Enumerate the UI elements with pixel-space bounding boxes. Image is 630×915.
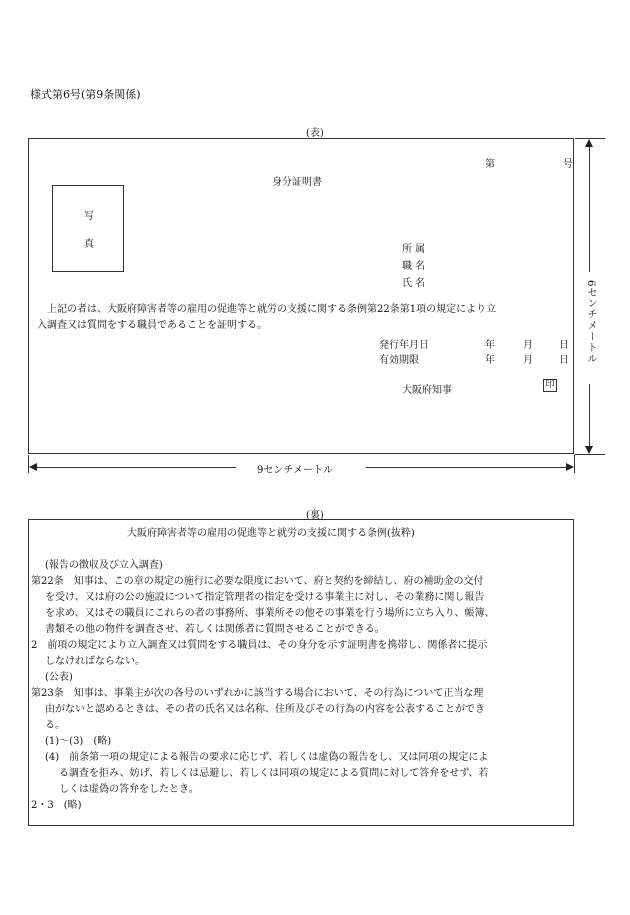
issue-month: 月 <box>523 340 533 351</box>
expiry-month: 月 <box>523 355 533 366</box>
official-seal-mark: 印 <box>543 379 557 392</box>
card-title: 身分証明書 <box>272 177 322 188</box>
card-number-suffix: 号 <box>563 159 573 170</box>
field-name: 氏 名 <box>402 278 426 289</box>
article-23-item-4-line: る調査を拒み、妨げ、若しくは忌避し、若しくは同項の規定による質問に対して答弁をせず、若 <box>59 768 489 779</box>
ordinance-excerpt <box>31 558 571 814</box>
field-affiliation: 所 属 <box>402 244 426 255</box>
arrow-up-icon <box>585 139 593 147</box>
article-22-line: を受け、又は府の公の施設について指定管理者の指定を受ける事業主に対し、その業務に関し報告 <box>45 592 485 603</box>
photo-char-2: 真 <box>84 239 94 250</box>
article-23-item-4-line: しくは虚偽の答弁をしたとき。 <box>59 784 199 795</box>
ordinance-title: 大阪府障害者等の雇用の促進等と就労の支援に関する条例(抜粋) <box>127 528 415 539</box>
dimension-extension-line <box>574 455 575 473</box>
back-label: (裏) <box>306 510 324 521</box>
photo-box <box>52 185 124 272</box>
article-23-items: (1)～(3) (略) <box>45 736 112 747</box>
width-dimension-line <box>366 467 567 468</box>
section-heading: (公表) <box>45 672 73 683</box>
photo-char-1: 写 <box>84 211 94 222</box>
height-dimension-label: 6センチメートル <box>585 280 596 365</box>
height-dimension-line <box>589 384 590 446</box>
arrow-right-icon <box>566 463 574 471</box>
card-number-label: 第 <box>485 159 495 170</box>
article-23-line: 第23条 知事は、事業主が次の各号のいずれかに該当する場合において、その行為について正当な理 <box>31 688 484 699</box>
issue-year: 年 <box>485 340 495 351</box>
article-22-para2-line: しなければならない。 <box>45 656 145 667</box>
section-heading: (報告の徴収及び立入調査) <box>45 560 163 571</box>
article-22-line: 第22条 知事は、この章の規定の施行に必要な限度において、府と契約を締結し、府の補助金の交付 <box>31 576 484 587</box>
expiry-label: 有効期限 <box>379 355 419 366</box>
arrow-down-icon <box>585 446 593 454</box>
expiry-day: 日 <box>559 355 569 366</box>
height-dimension-line <box>589 147 590 272</box>
form-number: 様式第6号(第9条関係) <box>30 88 141 101</box>
width-dimension-line <box>36 467 236 468</box>
article-22-line: 書類その他の物件を調査させ、若しくは関係者に質問させることができる。 <box>45 624 385 635</box>
expiry-year: 年 <box>485 355 495 366</box>
id-card-back <box>28 519 574 826</box>
article-23-item-4-line: (4) 前条第一項の規定による報告の要求に応じず、若しくは虚偽の報告をし、又は同項の規定によ <box>45 752 489 763</box>
id-card-front <box>28 138 574 454</box>
article-22-line: を求め、又はその職員にこれらの者の事務所、事業所その他その事業を行う場所に立ち入り、帳簿、 <box>45 608 495 619</box>
width-dimension-label: 9センチメートル <box>257 465 333 476</box>
article-23-line: る。 <box>45 720 65 731</box>
article-23-line: 由がないと認めるときは、その者の氏名又は名称、住所及びその行為の内容を公表することができ <box>45 704 485 715</box>
front-label: (表) <box>306 128 324 139</box>
dimension-extension-line <box>575 454 605 455</box>
article-22-para2-line: 2 前項の規定により立入調査又は質問をする職員は、その身分を示す証明書を携帯し、関係者に提示 <box>31 640 488 651</box>
field-position: 職 名 <box>402 261 426 272</box>
certificate-statement: 上記の者は、大阪府障害者等の雇用の促進等と就労の支援に関する条例第22条第1項の規定により立 入調査又は質問をする職員であることを証明する。 <box>37 304 497 331</box>
governor-label: 大阪府知事 <box>402 385 452 396</box>
article-23-para2-3: 2・3 (略) <box>31 800 82 811</box>
issue-day: 日 <box>559 340 569 351</box>
issue-date-label: 発行年月日 <box>379 340 429 351</box>
